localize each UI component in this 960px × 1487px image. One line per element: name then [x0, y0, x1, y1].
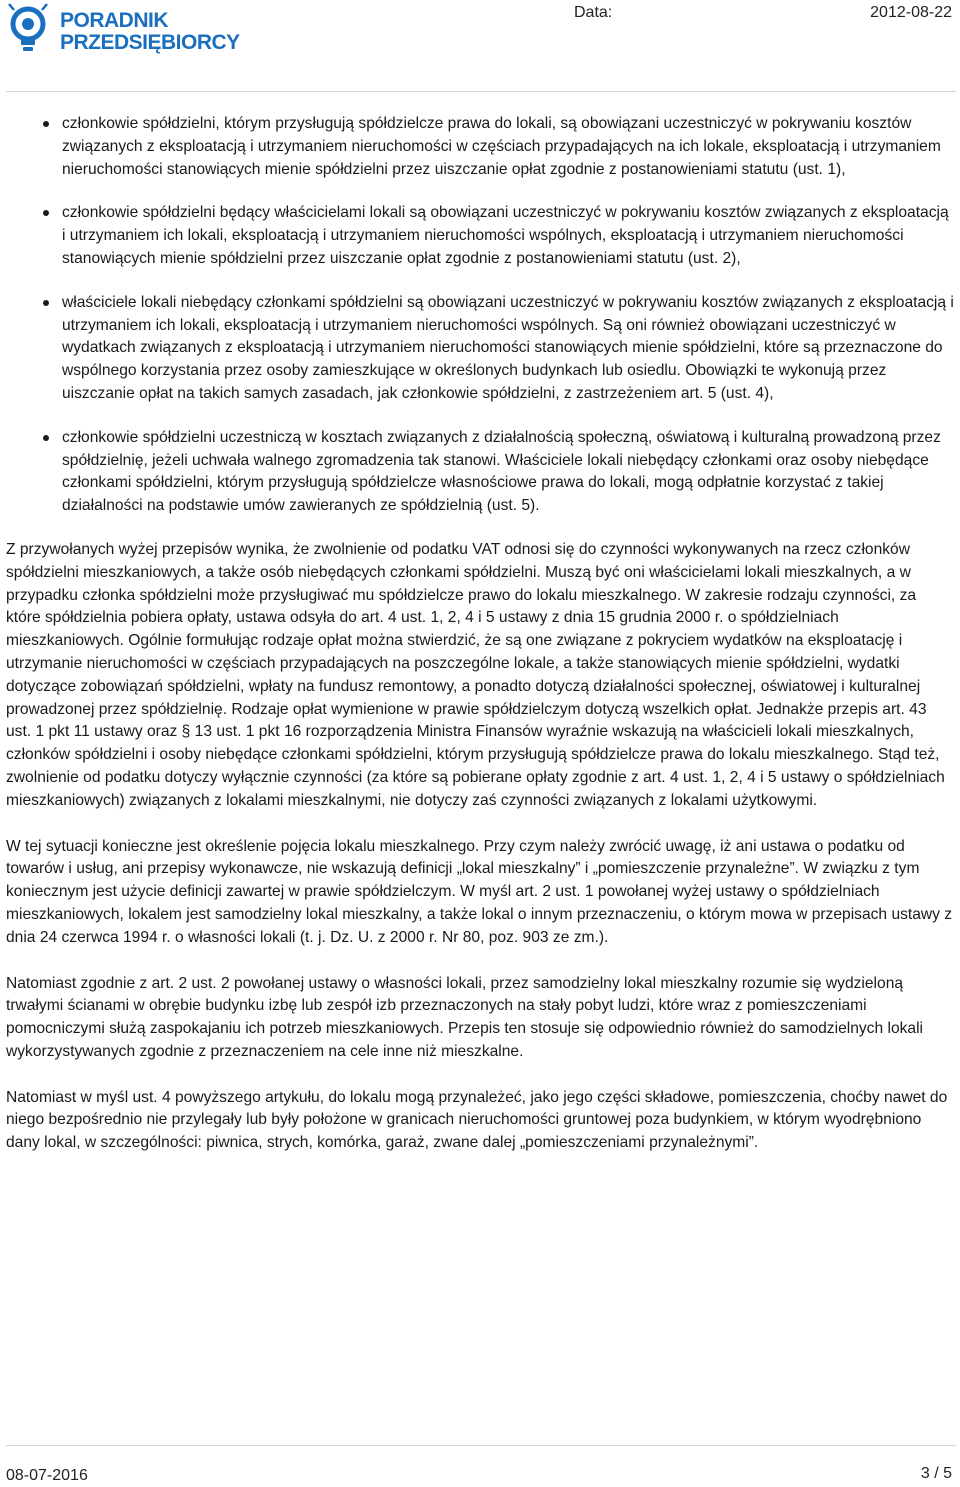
lightbulb-icon [6, 2, 56, 56]
logo-text-line2: PRZEDSIĘBIORCY [60, 31, 240, 54]
paragraph: W tej sytuacji konieczne jest określenie pojęcia lokalu mieszkalnego. Przy czym należy zwrócić uwagę, iż ani ustawa o podatku od towarów i usług, ani przepisy wykonawcze, nie wskazują definicji „lokal mieszkalny” i „pomieszczenie przynależne”. W związku z tym koniecznym jest użycie definicji zawartej w prawie spółdzielczym. W myśl art. 2 ust. 1 powołanej wyżej ustawy o spółdzielniach mieszkaniowych, lokalem jest samodzielny lokal mieszkalny, a także lokal o innym przeznaczeniu, o którym mowa w przepisach ustawy z dnia 24 czerwca 1994 r. o własności lokali (t. j. Dz. U. z 2000 r. Nr 80, poz. 903 ze zm.). [6, 837, 953, 946]
list-item: członkowie spółdzielni uczestniczą w kosztach związanych z działalnością społeczną, oświatową i kulturalną prowadzoną przez spółdzielnię, jeżeli uchwała walnego zgromadzenia tak stanowi. Właściciele lokali niebędący członkami oraz osoby niebędące członkami spółdzielni, którym przysługują spółdzielcze własnościowe prawa do lokali, mogą odpłatnie korzystać z takiej działalności na podstawie umów zawieranych ze spółdzielnią (ust. 5). [6, 427, 954, 518]
date-value: 2012-08-22 [870, 4, 952, 21]
footer-divider [6, 1445, 956, 1446]
list-item: właściciele lokali niebędący członkami spółdzielni są obowiązani uczestniczyć w pokrywaniu kosztów związanych z eksploatacją i utrzymaniem ich lokali, eksploatacją i utrzymaniem nieruchomości wspólnych. Są oni również obowiązani uczestniczyć w wydatkach związanych z eksploatacją i utrzymaniem nieruchomości stanowiących mienie spółdzielni, które są przeznaczone do wspólnego korzystania przez osoby zamieszkujące w określonych budynkach lub osiedlu. Obowiązki te wykonują przez uiszczanie opłat na takich samych zasadach, jak członkowie spółdzielni, z zastrzeżeniem art. 5 (ust. 4), [6, 292, 954, 406]
date-label: Data: [574, 4, 613, 21]
paragraph: Z przywołanych wyżej przepisów wynika, że zwolnienie od podatku VAT odnosi się do czynności wykonywanych na rzecz członków spółdzielni mieszkaniowych, a także osób niebędących członkami spółdzielni. Muszą być oni właścicielami lokali mieszkalnych, a w przypadku członka spółdzielni może przysługiwać mu spółdzielcze prawo do lokalu mieszkalnego. W zakresie rodzaju czynności, za które spółdzielnia pobiera opłaty, ustawa odsyła do art. 4 ust. 1, 2, 4 i 5 ustawy z dnia 15 grudnia 2000 r. o spółdzielniach mieszkaniowych. Ogólnie formułując rodzaje opłat można stwierdzić, że są one związane z pokryciem wydatków na eksploatację i utrzymanie nieruchomości w częściach przypadających na poszczególne lokale, a także stanowiących mienie spółdzielni, wydatki dotyczące zobowiązań spółdzielni, wpłaty na fundusz remontowy, a ponadto dotyczą działalności społecznej, oświatowej i kulturalnej prowadzonej przez spółdzielnię. Rodzaje opłat wymienione w prawie spółdzielczym dotyczą wszelkich opłat. Jednakże przepis art. 43 ust. 1 pkt 11 ustawy oraz § 13 ust. 1 pkt 16 rozporządzenia Ministra Finansów wyraźnie wskazują na właścicieli lokali mieszkalnych, członków spółdzielni i osoby niebędące członkami spółdzielni, którym przysługują spółdzielcze prawa do lokalu mieszkalnego. Stąd też, zwolnienie od podatku dotyczy wyłącznie czynności (za które są pobierane opłaty zgodnie z art. 4 ust. 1, 2, 4 i 5 ustawy o spółdzielniach mieszkaniowych) związanych z lokalami mieszkalnymi, nie dotyczy zaś czynności związanych z lokalami użytkowymi. [6, 540, 945, 809]
page-header [0, 0, 960, 92]
logo-text-line1: PORADNIK [60, 9, 169, 32]
paragraph: Natomiast w myśl ust. 4 powyższego artykułu, do lokalu mogą przynależeć, jako jego części składowe, pomieszczenia, choćby nawet do niego bezpośrednio nie przylegały lub były położone w granicach nieruchomości gruntowej poza budynkiem, w którym wyodrębniono dany lokal, w szczególności: piwnica, strych, komórka, garaż, zwane dalej „pomieszczeniami przynależnymi”. [6, 1088, 948, 1152]
page-number: 3 / 5 [920, 1465, 952, 1482]
brand-logo[interactable] [6, 2, 246, 58]
header-divider [6, 91, 956, 92]
footer-date: 08-07-2016 [6, 1467, 88, 1484]
list-item: członkowie spółdzielni, którym przysługują spółdzielcze prawa do lokali, są obowiązani uczestniczyć w pokrywaniu kosztów związanych z eksploatacją i utrzymaniem nieruchomości w częściach przypadających na ich lokale, eksploatacją i utrzymaniem nieruchomości stanowiących mienie spółdzielni przez uiszczanie opłat zgodnie z postanowieniami statutu (ust. 1), [6, 113, 954, 181]
list-item: członkowie spółdzielni będący właścicielami lokali są obowiązani uczestniczyć w pokrywaniu kosztów związanych z eksploatacją i utrzymaniem ich lokali, eksploatacją i utrzymaniem nieruchomości wspólnych, eksploatacją i utrzymaniem nieruchomości stanowiących mienie spółdzielni przez uiszczanie opłat zgodnie z postanowieniami statutu (ust. 2), [6, 202, 954, 270]
article-body [6, 113, 954, 1178]
paragraph: Natomiast zgodnie z art. 2 ust. 2 powołanej ustawy o własności lokali, przez samodzielny lokal mieszkalny rozumie się wydzieloną trwałymi ścianami w obrębie budynku izbę lub zespół izb przeznaczonych na stały pobyt ludzi, które wraz z pomieszczeniami pomocniczymi służą zaspokajaniu ich potrzeb mieszkaniowych. Przepis ten stosuje się odpowiednio również do samodzielnych lokali wykorzystywanych zgodnie z przeznaczeniem na cele inne niż mieszkalne. [6, 974, 924, 1060]
bullet-list [6, 113, 954, 518]
